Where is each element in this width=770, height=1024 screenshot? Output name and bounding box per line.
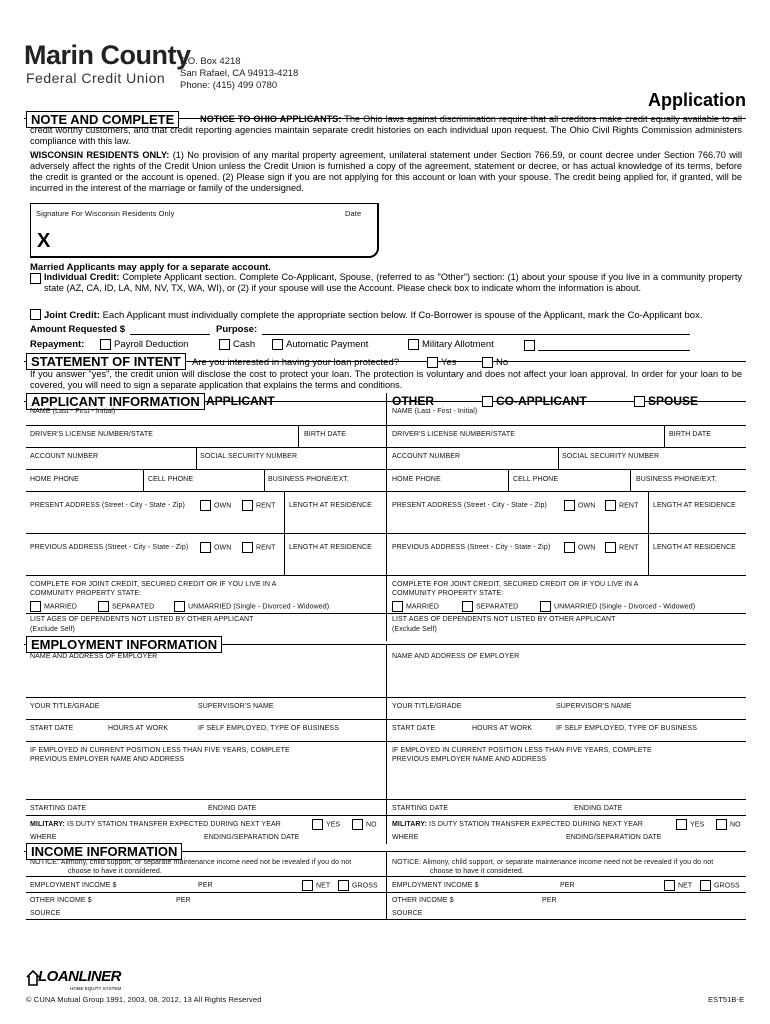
- applicant-military-no[interactable]: NO: [352, 819, 377, 830]
- wisconsin-signature-box[interactable]: [30, 203, 379, 258]
- loanliner-tagline: HOME EQUITY SYSTEM: [70, 986, 122, 991]
- other-starting-date-label: STARTING DATE: [392, 805, 449, 812]
- cash-option[interactable]: Cash: [219, 339, 255, 350]
- applicant-joint-label-1: COMPLETE FOR JOINT CREDIT, SECURED CREDIT OR IF YOU LIVE IN A: [30, 581, 277, 588]
- other-where-label: WHERE: [392, 834, 419, 841]
- other-married[interactable]: MARRIED: [392, 601, 439, 612]
- applicant-account-label: ACCOUNT NUMBER: [30, 453, 99, 460]
- other-title-label: YOUR TITLE/GRADE: [392, 703, 462, 710]
- applicant-prev-employer-label-2: PREVIOUS EMPLOYER NAME AND ADDRESS: [30, 756, 185, 763]
- other-ending-date-label: ENDING DATE: [574, 805, 623, 812]
- applicant-military-yes[interactable]: YES: [312, 819, 340, 830]
- other-military-yes[interactable]: YES: [676, 819, 704, 830]
- joint-credit-checkbox[interactable]: [30, 309, 41, 320]
- other-dl-label: DRIVER'S LICENSE NUMBER/STATE: [392, 431, 515, 438]
- applicant-present-own[interactable]: OWN: [200, 500, 231, 511]
- applicant-dependents-label: LIST AGES OF DEPENDENTS NOT LISTED BY OTHER APPLICANT: [30, 616, 254, 623]
- other-dependents-label: LIST AGES OF DEPENDENTS NOT LISTED BY OTHER APPLICANT: [392, 616, 616, 623]
- applicant-income-per-label: PER: [198, 882, 213, 889]
- row-line: [26, 469, 746, 470]
- row-line: [26, 491, 746, 492]
- applicant-previous-own[interactable]: OWN: [200, 542, 231, 553]
- applicant-previous-length-label: LENGTH AT RESIDENCE: [289, 544, 372, 551]
- applicant-starting-date-label: STARTING DATE: [30, 805, 87, 812]
- row-line: [26, 919, 746, 920]
- cell-divider: [284, 491, 285, 533]
- applicant-business-phone-label: BUSINESS PHONE/EXT.: [268, 476, 349, 483]
- logo-name: Marin County: [24, 40, 191, 70]
- cell-divider: [196, 447, 197, 469]
- applicant-married[interactable]: MARRIED: [30, 601, 77, 612]
- other-joint-label-2: COMMUNITY PROPERTY STATE:: [392, 590, 504, 597]
- other-repayment-line: [538, 350, 690, 351]
- applicant-other-income-per-label: PER: [176, 897, 191, 904]
- row-line: [26, 876, 746, 877]
- other-start-label: START DATE: [392, 725, 436, 732]
- applicant-home-phone-label: HOME PHONE: [30, 476, 79, 483]
- cell-divider: [264, 469, 265, 491]
- applicant-present-rent[interactable]: RENT: [242, 500, 275, 511]
- amount-line: [130, 334, 210, 335]
- individual-credit-checkbox[interactable]: [30, 273, 41, 284]
- row-line: [26, 719, 746, 720]
- section-note: NOTE AND COMPLETE: [26, 111, 179, 128]
- other-employment-income-label: EMPLOYMENT INCOME $: [392, 882, 479, 889]
- ohio-notice: NOTICE TO OHIO APPLICANTS: The Ohio laws against discrimination require that all creditors make credit equally available to all credit worthy customers, and that credit reporting agencies maintain separate credit histories on each individual upon request. The Ohio Civil Rights Commission administers compliance with this law.: [30, 114, 742, 146]
- other-income-notice-2: choose to have it considered.: [430, 868, 524, 875]
- row-line: [26, 815, 746, 816]
- applicant-income-notice-1: NOTICE: Alimony, child support, or separate maintenance income need not be revealed if you do not: [30, 859, 352, 866]
- protection-yes[interactable]: Yes: [427, 357, 457, 368]
- applicant-birth-label: BIRTH DATE: [304, 431, 346, 438]
- other-account-label: ACCOUNT NUMBER: [392, 453, 461, 460]
- other-self-employed-label: IF SELF EMPLOYED, TYPE OF BUSINESS: [556, 725, 697, 732]
- column-divider: [386, 851, 387, 919]
- spouse-option[interactable]: SPOUSE: [634, 394, 698, 408]
- applicant-ending-date-label: ENDING DATE: [208, 805, 257, 812]
- applicant-income-gross[interactable]: GROSS: [338, 880, 378, 891]
- individual-credit-text: Individual Credit: Complete Applicant section. Complete Co-Applicant, Spouse, (referred to as "Other") section: (1) about your spouse if you live in a community property state (AZ, CA, ID, LA, NM, NV, TX, WA, WI), or (2) if your spouse will use the Account. Please check box to indicate whom the information is about.: [44, 272, 742, 293]
- applicant-hours-label: HOURS AT WORK: [108, 725, 169, 732]
- row-line: [26, 425, 746, 426]
- cell-divider: [630, 469, 631, 491]
- other-name-label: NAME (Last - First - Initial): [392, 408, 478, 415]
- amount-requested-label: Amount Requested $: [30, 324, 126, 335]
- address-block: [180, 56, 298, 92]
- row-line: [26, 892, 746, 893]
- purpose-label: Purpose:: [216, 324, 258, 335]
- other-employer-label: NAME AND ADDRESS OF EMPLOYER: [392, 653, 520, 660]
- logo-subtitle: Federal Credit Union: [26, 70, 166, 86]
- applicant-employment-income-label: EMPLOYMENT INCOME $: [30, 882, 117, 889]
- other-previous-rent[interactable]: RENT: [605, 542, 638, 553]
- applicant-separated[interactable]: SEPARATED: [98, 601, 154, 612]
- applicant-present-address-label: PRESENT ADDRESS (Street - City - State - Zip): [30, 502, 185, 509]
- other-repayment-checkbox[interactable]: [524, 340, 535, 351]
- column-divider: [386, 393, 387, 641]
- other-birth-label: BIRTH DATE: [669, 431, 711, 438]
- cell-divider: [508, 469, 509, 491]
- row-line: [26, 533, 746, 534]
- section-applicant: APPLICANT INFORMATION: [26, 393, 205, 410]
- other-heading: OTHER: [392, 394, 434, 408]
- other-business-phone-label: BUSINESS PHONE/EXT.: [636, 476, 717, 483]
- applicant-present-length-label: LENGTH AT RESIDENCE: [289, 502, 372, 509]
- applicant-dl-label: DRIVER'S LICENSE NUMBER/STATE: [30, 431, 153, 438]
- other-present-rent[interactable]: RENT: [605, 500, 638, 511]
- other-prev-employer-label-1: IF EMPLOYED IN CURRENT POSITION LESS THAN FIVE YEARS, COMPLETE: [392, 747, 652, 754]
- date-label: Date: [345, 209, 362, 218]
- page-title: Application: [648, 90, 746, 110]
- other-military-no[interactable]: NO: [716, 819, 741, 830]
- other-present-own[interactable]: OWN: [564, 500, 595, 511]
- protection-no[interactable]: No: [482, 357, 508, 368]
- cell-divider: [648, 533, 649, 575]
- applicant-heading: APPLICANT: [206, 394, 275, 408]
- married-heading: Married Applicants may apply for a separate account.: [30, 262, 271, 273]
- applicant-dependents-sub: (Exclude Self): [30, 626, 75, 633]
- applicant-source-label: SOURCE: [30, 910, 61, 917]
- intent-text: If you answer "yes", the credit union will disclose the cost to protect your loan. The protection is voluntary and does not affect your loan approval. In order for your loan to be covered, you will need to sign a separate application that explains the terms and conditions.: [30, 369, 742, 390]
- co-applicant-option[interactable]: CO-APPLICANT: [482, 394, 587, 408]
- row-line: [26, 447, 746, 448]
- applicant-cell-phone-label: CELL PHONE: [148, 476, 194, 483]
- other-previous-length-label: LENGTH AT RESIDENCE: [653, 544, 736, 551]
- other-home-phone-label: HOME PHONE: [392, 476, 441, 483]
- other-income-gross[interactable]: GROSS: [700, 880, 740, 891]
- automatic-payment-option[interactable]: Automatic Payment: [272, 339, 368, 350]
- loanliner-brand: LOANLINER: [38, 968, 121, 985]
- applicant-name-label: NAME (Last - First - Initial): [30, 408, 116, 415]
- cell-divider: [143, 469, 144, 491]
- applicant-other-income-label: OTHER INCOME $: [30, 897, 92, 904]
- other-other-income-label: OTHER INCOME $: [392, 897, 454, 904]
- cell-divider: [558, 447, 559, 469]
- military-allotment-option[interactable]: Military Allotment: [408, 339, 494, 350]
- applicant-previous-address-label: PREVIOUS ADDRESS (Street - City - State - Zip): [30, 544, 189, 551]
- other-prev-employer-label-2: PREVIOUS EMPLOYER NAME AND ADDRESS: [392, 756, 547, 763]
- other-present-address-label: PRESENT ADDRESS (Street - City - State - Zip): [392, 502, 547, 509]
- repayment-label: Repayment:: [30, 339, 85, 350]
- row-line: [26, 575, 746, 576]
- applicant-income-notice-2: choose to have it considered.: [68, 868, 162, 875]
- other-dependents-sub: (Exclude Self): [392, 626, 437, 633]
- form-code: EST51B-E: [708, 995, 745, 1004]
- section-income: INCOME INFORMATION: [26, 843, 182, 860]
- purpose-line: [262, 334, 690, 335]
- other-income-per-label: PER: [560, 882, 575, 889]
- section-intent: STATEMENT OF INTENT: [26, 353, 186, 370]
- address-line-2: San Rafael, CA 94913-4218: [180, 68, 299, 79]
- payroll-deduction-option[interactable]: Payroll Deduction: [100, 339, 188, 350]
- other-hours-label: HOURS AT WORK: [472, 725, 533, 732]
- other-previous-address-label: PREVIOUS ADDRESS (Street - City - State - Zip): [392, 544, 551, 551]
- joint-credit-text: Joint Credit: Each Applicant must individually complete the appropriate section below. If Co-Borrower is spouse of the Applicant, mark the Co-Applicant box.: [44, 310, 703, 321]
- signature-x-mark: X: [37, 230, 51, 252]
- row-line: [26, 697, 746, 698]
- signature-label: Signature For Wisconsin Residents Only: [36, 209, 175, 218]
- wisconsin-notice: WISCONSIN RESIDENTS ONLY: (1) No provision of any marital property agreement, unilateral statement under Section 766.59, or count decree under Section 766.70 will adversely affect the rights of the Credit Union unless the Credit Union is furnished a copy of the agreement, statement or decree, or has actual knowledge of its terms, before the credit is granted or the account is opened. (2) Please sign if you are not applying for this account or loan with your spouse. The credit being applied for, if granted, will be incurred in the interest of the marriage or family of the undersigned.: [30, 150, 742, 193]
- other-income-notice-1: NOTICE: Alimony, child support, or separate maintenance income need not be revealed if you do not: [392, 859, 714, 866]
- applicant-supervisor-label: SUPERVISOR'S NAME: [198, 703, 274, 710]
- applicant-joint-label-2: COMMUNITY PROPERTY STATE:: [30, 590, 142, 597]
- cell-divider: [298, 425, 299, 447]
- other-ssn-label: SOCIAL SECURITY NUMBER: [562, 453, 660, 460]
- other-separated[interactable]: SEPARATED: [462, 601, 518, 612]
- section-employment: EMPLOYMENT INFORMATION: [26, 636, 222, 653]
- applicant-employer-label: NAME AND ADDRESS OF EMPLOYER: [30, 653, 158, 660]
- applicant-start-label: START DATE: [30, 725, 74, 732]
- applicant-self-employed-label: IF SELF EMPLOYED, TYPE OF BUSINESS: [198, 725, 339, 732]
- other-supervisor-label: SUPERVISOR'S NAME: [556, 703, 632, 710]
- other-source-label: SOURCE: [392, 910, 423, 917]
- other-present-length-label: LENGTH AT RESIDENCE: [653, 502, 736, 509]
- applicant-military-label: MILITARY: IS DUTY STATION TRANSFER EXPECTED DURING NEXT YEAR: [30, 821, 281, 828]
- applicant-end-separation-label: ENDING/SEPARATION DATE: [204, 834, 300, 841]
- phone-line: Phone: (415) 499 0780: [180, 80, 278, 91]
- cell-divider: [664, 425, 665, 447]
- applicant-title-label: YOUR TITLE/GRADE: [30, 703, 100, 710]
- row-line: [26, 799, 746, 800]
- protection-question: Are you interested in having your loan protected?: [192, 357, 400, 368]
- applicant-prev-employer-label-1: IF EMPLOYED IN CURRENT POSITION LESS THAN FIVE YEARS, COMPLETE: [30, 747, 290, 754]
- address-line-1: P.O. Box 4218: [180, 56, 241, 67]
- column-divider: [386, 644, 387, 844]
- other-other-income-per-label: PER: [542, 897, 557, 904]
- cell-divider: [284, 533, 285, 575]
- other-income-net[interactable]: NET: [664, 880, 692, 891]
- copyright: © CUNA Mutual Group 1991, 2003, 08, 2012, 13 All Rights Reserved: [26, 995, 262, 1004]
- applicant-unmarried[interactable]: UNMARRIED (Single - Divorced - Widowed): [174, 601, 329, 612]
- row-line: [26, 613, 746, 614]
- applicant-previous-rent[interactable]: RENT: [242, 542, 275, 553]
- other-previous-own[interactable]: OWN: [564, 542, 595, 553]
- applicant-income-net[interactable]: NET: [302, 880, 330, 891]
- other-cell-phone-label: CELL PHONE: [513, 476, 559, 483]
- other-joint-label-1: COMPLETE FOR JOINT CREDIT, SECURED CREDIT OR IF YOU LIVE IN A: [392, 581, 639, 588]
- other-end-separation-label: ENDING/SEPARATION DATE: [566, 834, 662, 841]
- other-military-label: MILITARY: IS DUTY STATION TRANSFER EXPECTED DURING NEXT YEAR: [392, 821, 643, 828]
- other-unmarried[interactable]: UNMARRIED (Single - Divorced - Widowed): [540, 601, 695, 612]
- applicant-ssn-label: SOCIAL SECURITY NUMBER: [200, 453, 298, 460]
- applicant-where-label: WHERE: [30, 834, 57, 841]
- row-line: [26, 741, 746, 742]
- cell-divider: [648, 491, 649, 533]
